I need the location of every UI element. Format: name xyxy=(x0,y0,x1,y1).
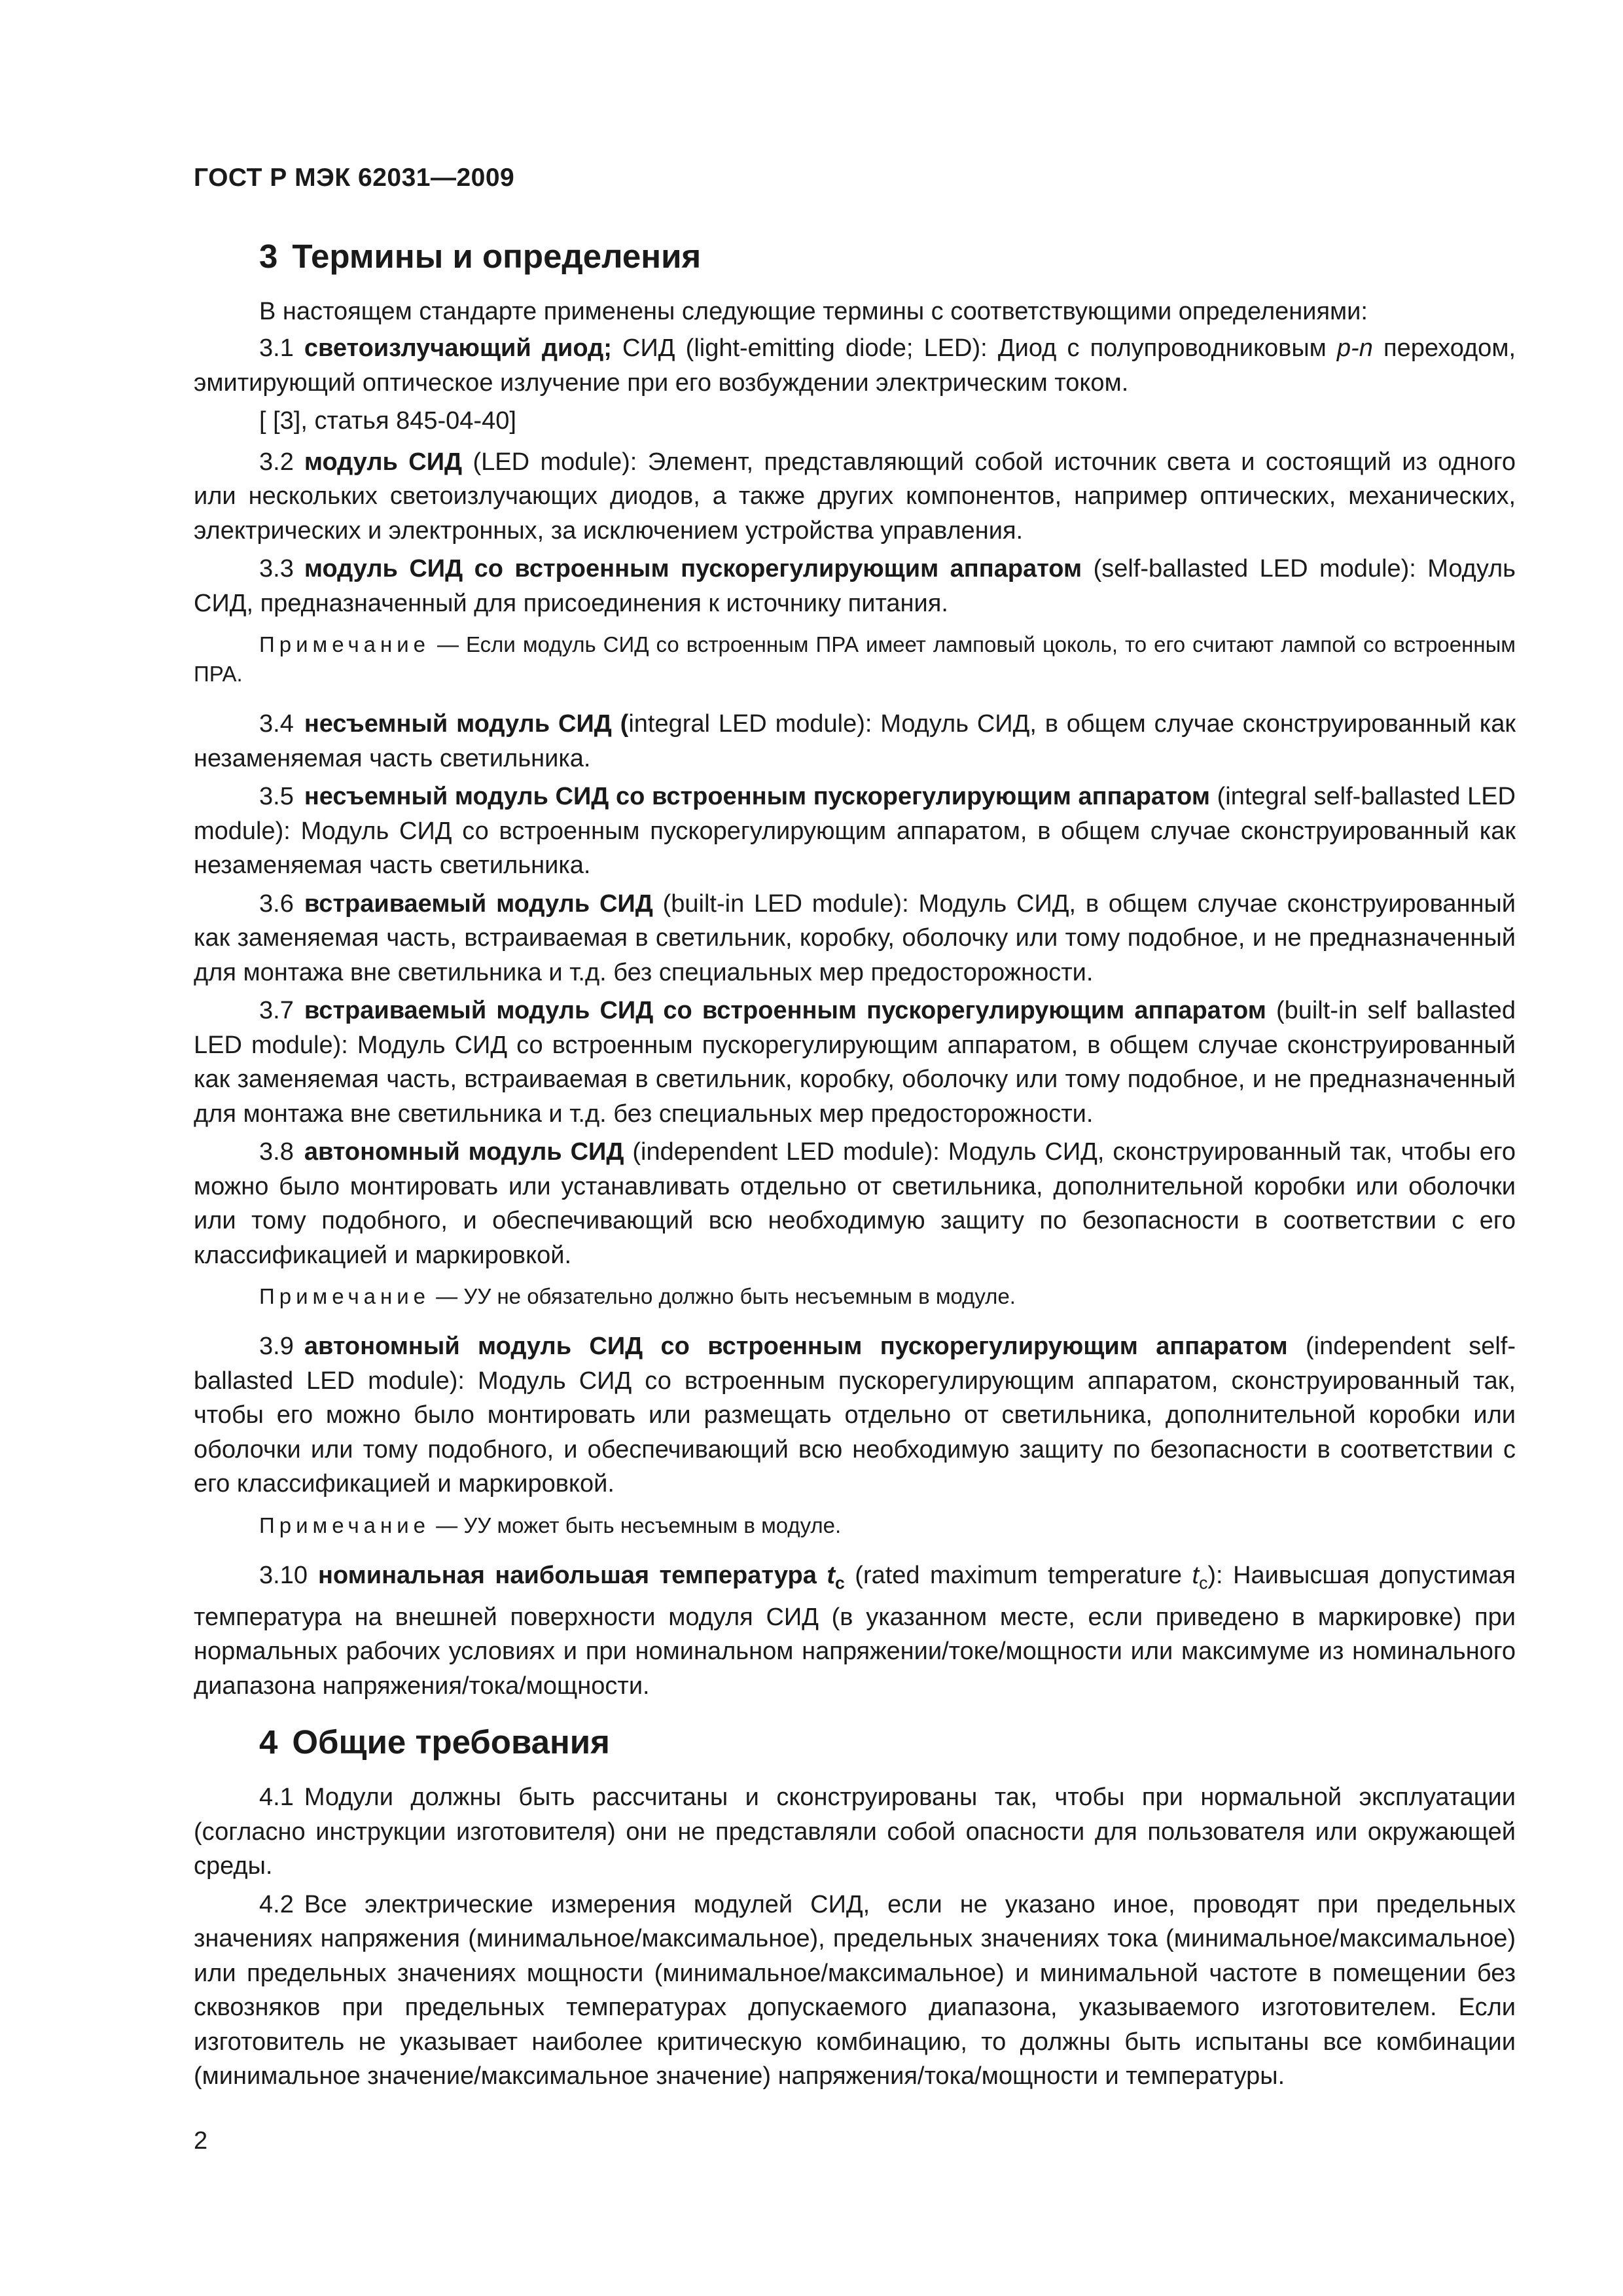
term-number: 3.2 xyxy=(259,448,294,476)
section-3-intro: В настоящем стандарте применены следующие термины с соответствующими определениями: xyxy=(259,297,1368,325)
term-definition-cont: ): Наивысшая допустимая температура на внешней поверхности модуля СИД (в указанном месте, если приведено в маркировке) при нормальных рабочих условиях и при номинальном напряжении/токе/мощности или максимуме из номинального диапазона напряжения/тока/мощности. xyxy=(194,1561,1516,1700)
clause-text: Все электрические измерения модулей СИД, если не указано иное, проводят при предельных значениях напряжения (минимальное/максимальное), предельных значениях тока (минимальное/максимальное) или предельных значениях мощности (минимальное/максимальное) и минимальной частоте в помещении без сквозняков при предельных температурах допускаемого диапазона, указываемого изготовителем. Если изготовитель не указывает наиболее критическую комбинацию, то должны быть испытаны все комбинации (минимальное значение/максимальное значение) напряжения/тока/мощности и температуры. xyxy=(194,1890,1516,2090)
term-3-8 xyxy=(194,1135,1516,1272)
term-3-9 xyxy=(194,1329,1516,1501)
term-name: модуль СИД xyxy=(304,448,463,476)
term-name: автономный модуль СИД со встроенным пускорегулирующим аппаратом xyxy=(304,1333,1288,1361)
term-number: 3.9 xyxy=(259,1333,294,1361)
document-header: ГОСТ Р МЭК 62031—2009 xyxy=(194,164,515,192)
term-3-4 xyxy=(194,707,1516,776)
note-text: — УУ может быть несъемным в модуле. xyxy=(430,1513,842,1537)
term-number: 3.1 xyxy=(259,334,294,363)
document-body xyxy=(194,236,1516,2098)
term-name: номинальная наибольшая температура xyxy=(317,1561,827,1589)
term-name: несъемный модуль СИД со встроенным пускорегулирующим аппаратом xyxy=(304,783,1210,811)
term-definition: (integral self-ballasted LED module): Модуль СИД со встроенным пускорегулирующим аппаратом, в общем случае сконструированный как незаменяемая часть светильника. xyxy=(194,783,1516,880)
clause-number: 4.1 xyxy=(259,1784,294,1812)
term-3-8-note xyxy=(194,1282,1516,1311)
term-definition: (independent self-ballasted LED module): Модуль СИД со встроенным пускорегулирующим аппаратом, сконструированный так, чтобы его можно было монтировать или размещать отдельно от светильника, дополнительной коробки или оболочки или тому подобного, и обеспечивающий всю необходимую защиту по безопасности в соответствии с его классификацией и маркировкой. xyxy=(194,1333,1516,1498)
term-definition: (built-in self ballasted LED module): Модуль СИД со встроенным пускорегулирующим аппаратом, в общем случае сконструированный как заменяемая часть, встраиваемая в светильник, коробку, оболочку или тому подобное, и не предназначенный для монтажа вне светильника и т.д. без специальных мер предосторожности. xyxy=(194,997,1516,1128)
term-symbol-inline: t xyxy=(1192,1561,1200,1589)
term-3-9-note xyxy=(194,1511,1516,1540)
term-definition: (built-in LED module): Модуль СИД, в общем случае сконструированный как заменяемая часть, встраиваемая в светильник, коробку, оболочку или тому подобное, и не предназначенный для монтажа вне светильника и т.д. без специальных мер предосторожности. xyxy=(194,889,1516,986)
term-definition: (rated maximum temperature xyxy=(844,1561,1192,1589)
term-3-1 xyxy=(194,331,1516,400)
term-3-10 xyxy=(194,1558,1516,1704)
term-number: 3.4 xyxy=(259,710,294,738)
term-name: встраиваемый модуль СИД со встроенным пускорегулирующим аппаратом xyxy=(304,997,1266,1025)
term-name: несъемный модуль СИД ( xyxy=(304,710,629,738)
term-symbol-inline-subscript: c xyxy=(1199,1573,1208,1593)
term-3-2 xyxy=(194,445,1516,548)
term-number: 3.3 xyxy=(259,555,294,583)
clause-4-1 xyxy=(194,1780,1516,1884)
term-number: 3.5 xyxy=(259,783,294,811)
term-name: автономный модуль СИД xyxy=(304,1138,624,1166)
section-4-heading xyxy=(194,1721,1516,1763)
term-number: 3.8 xyxy=(259,1138,294,1166)
term-3-3-note xyxy=(194,630,1516,689)
term-name: светоизлучающий диод; xyxy=(304,334,612,363)
term-definition-cont: переходом, эмитирующий оптическое излучение при его возбуждении электрическим током. xyxy=(194,334,1516,397)
section-4-number: 4 xyxy=(259,1723,278,1761)
page-number: 2 xyxy=(194,2127,208,2155)
term-name: встраиваемый модуль СИД xyxy=(304,889,653,918)
term-definition: СИД (light-emitting diode; LED): Диод с полупроводниковым xyxy=(611,334,1337,363)
term-3-5 xyxy=(194,780,1516,883)
term-number: 3.7 xyxy=(259,997,294,1025)
term-definition: integral LED module): Модуль СИД, в общем случае сконструированный как незаменяемая часть светильника. xyxy=(194,710,1516,772)
term-italic: p-n xyxy=(1336,334,1373,363)
note-text: — УУ не обязательно должно быть несъемным в модуле. xyxy=(430,1284,1016,1309)
term-3-7 xyxy=(194,994,1516,1131)
note-text: — Если модуль СИД со встроенным ПРА имеет ламповый цоколь, то его считают лампой со встроенным ПРА. xyxy=(194,632,1516,687)
term-3-3 xyxy=(194,552,1516,620)
clause-text: Модули должны быть рассчитаны и сконструированы так, чтобы при нормальной эксплуатации (согласно инструкции изготовителя) они не представляли собой опасности для пользователя или окружающей среды. xyxy=(194,1784,1516,1880)
term-3-6 xyxy=(194,887,1516,990)
note-label: Примечание xyxy=(259,632,431,657)
term-definition: (self-ballasted LED module): Модуль СИД, предназначенный для присоединения к источнику питания. xyxy=(194,555,1516,617)
clause-4-2 xyxy=(194,1888,1516,2094)
section-3-number: 3 xyxy=(259,238,278,275)
clause-number: 4.2 xyxy=(259,1890,294,1918)
term-definition: (LED module): Элемент, представляющий собой источник света и состоящий из одного или нескольких светоизлучающих диодов, а также других компонентов, например оптических, механических, электрических и электронных, за исключением устройства управления. xyxy=(194,448,1516,545)
section-3-title: Термины и определения xyxy=(292,238,702,275)
note-label: Примечание xyxy=(259,1284,431,1309)
term-number: 3.10 xyxy=(259,1561,308,1589)
term-3-1-reference: [ [3], статья 845-04-40] xyxy=(259,407,516,435)
section-3-heading xyxy=(194,236,1516,278)
section-4-title: Общие требования xyxy=(292,1723,610,1761)
term-name: модуль СИД со встроенным пускорегулирующим аппаратом xyxy=(304,555,1082,583)
term-definition: (independent LED module): Модуль СИД, сконструированный так, чтобы его можно было монтировать или устанавливать отдельно от светильника, дополнительной коробки или оболочки или тому подобного, и обеспечивающий всю необходимую защиту по безопасности в соответствии с его классификацией и маркировкой. xyxy=(194,1138,1516,1269)
term-symbol-subscript: c xyxy=(835,1573,845,1593)
note-label: Примечание xyxy=(259,1513,431,1537)
term-symbol: t xyxy=(827,1561,836,1589)
term-number: 3.6 xyxy=(259,889,294,918)
